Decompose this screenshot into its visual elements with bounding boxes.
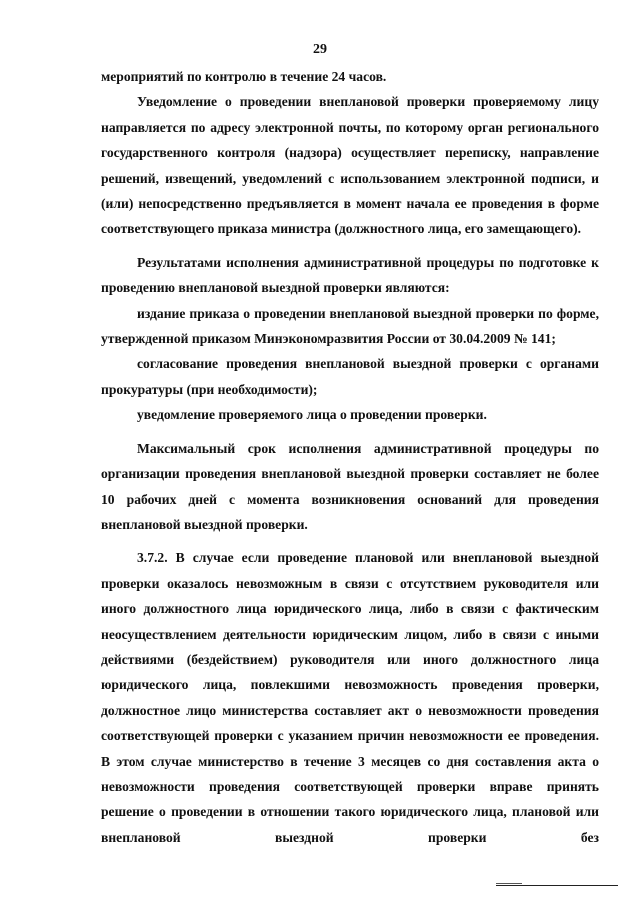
paragraph-results: Результатами исполнения административной процедуры по подготовке к проведению внеплановой выездной проверки являются: [101,254,599,296]
paragraph-max-term: Максимальный срок исполнения административной процедуры по организации проведения внеплановой выездной проверки составляет не более 10 рабочих дней с момента возникновения оснований для проведения внеплановой выездной проверки. [101,440,599,532]
paragraph-notification: Уведомление о проведении внеплановой проверки проверяемому лицу направляется по адресу электронной почты, по которому орган регионального государственного контроля (надзора) осуществляет переписку, направление решений, извещений, уведомлений с использованием электронной подписи, и (или) непосредственно предъявляется в момент начала ее проведения в форме соответствующего приказа министра (должностного лица, его замещающего). [101,94,599,237]
page-number: 29 [313,42,327,57]
paragraph-notify-person: уведомление проверяемого лица о проведении проверки. [137,407,487,423]
footer-rule-short [496,883,522,884]
paragraph-order-issue: издание приказа о проведении внеплановой выездной проверки по форме, утвержденной приказом Минэкономразвития России от 30.04.2009 № 141; [101,305,599,347]
paragraph-3-7-2: 3.7.2. В случае если проведение плановой или внеплановой выездной проверки оказалось невозможным в связи с отсутствием руководителя или иного должностного лица юридического лица, либо в связи с фактическим неосуществлением деятельности юридическим лицом, либо в связи с иными действиями (бездействием) руководителя или иного должностного лица юридического лица, повлекшими невозможность проведения проверки, должностное лицо министерства составляет акт о невозможности проведения соответствующей проверки с указанием причин невозможности ее проведения. В этом случае министерство в течение 3 месяцев со дня составления акта о невозможности проведения соответствующей проверки вправе принять решение о проведении в отношении такого юридического лица, плановой или внеплановой выездной проверки без [101,550,599,845]
footer-rule [496,885,618,886]
paragraph-continuation: мероприятий по контролю в течение 24 часов. [101,69,387,84]
paragraph-prosecutor-approval: согласование проведения внеплановой выездной проверки с органами прокуратуры (при необходимости); [101,356,599,397]
document-body [101,64,599,850]
